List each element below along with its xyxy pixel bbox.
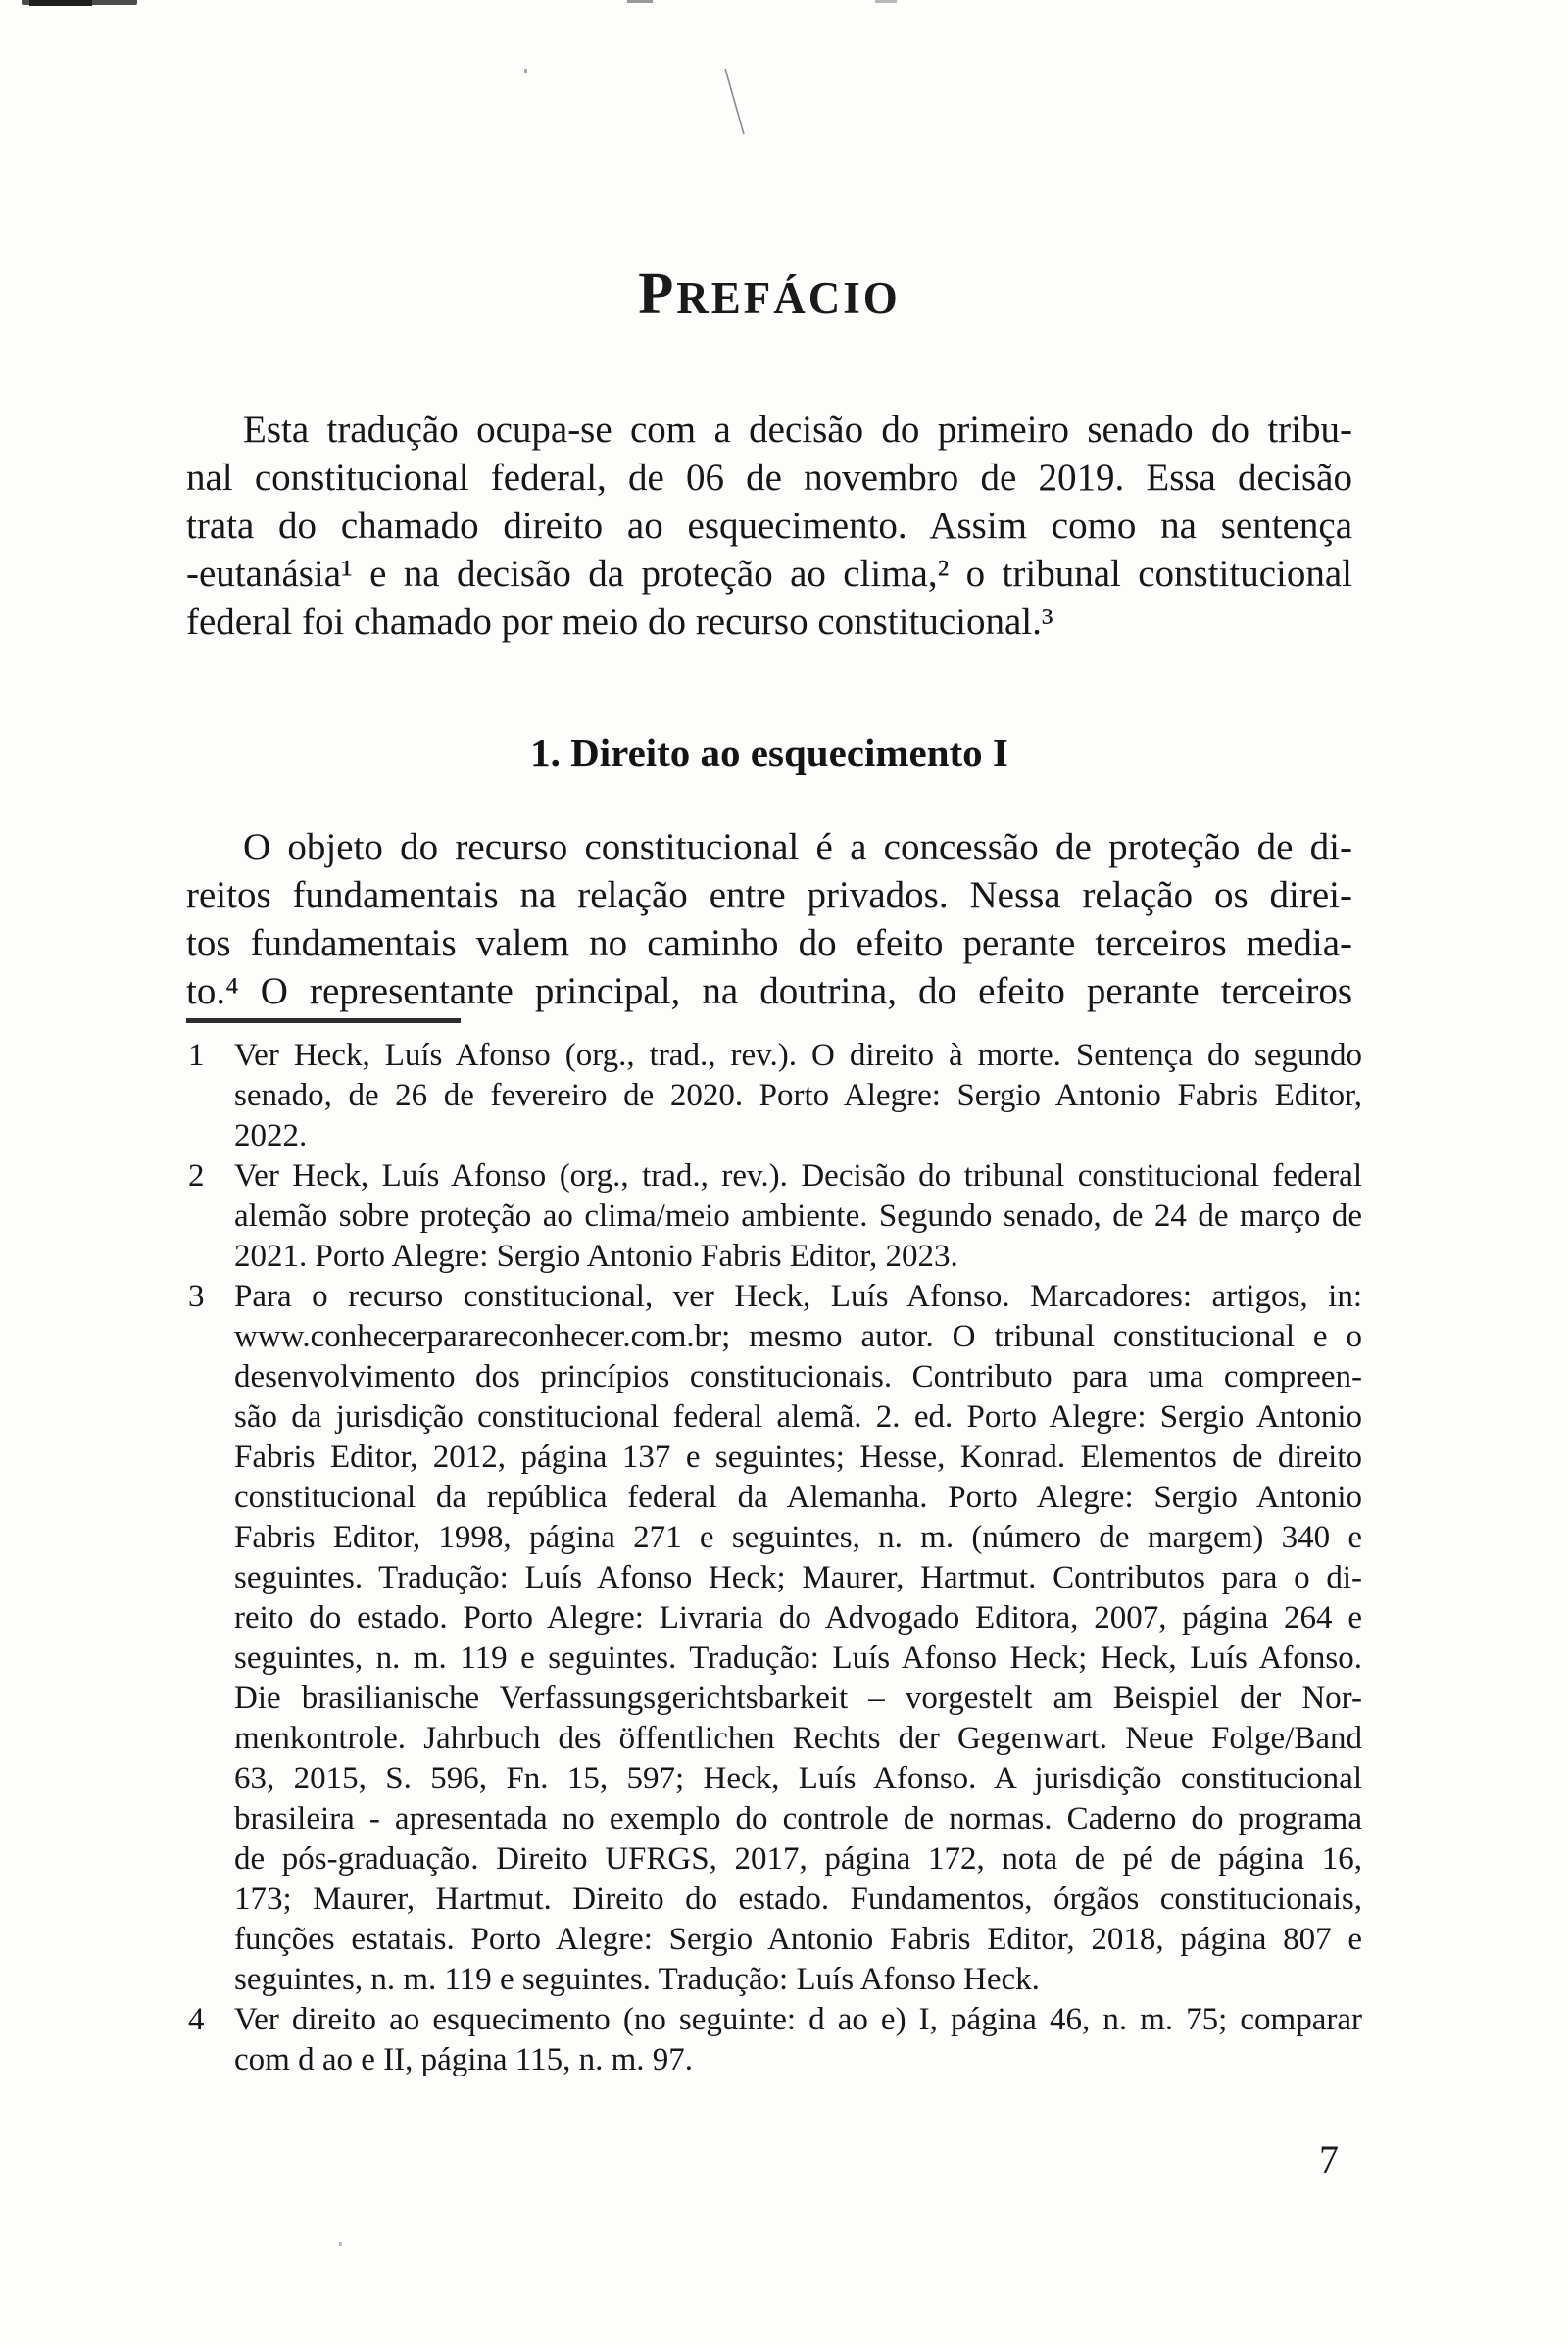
page-title	[186, 263, 1352, 328]
text-line: www.conhecerparareconhecer.com.br; mesmo autor. O tribunal constitucional e o	[234, 1319, 1362, 1354]
text-line: 63, 2015, S. 596, Fn. 15, 597; Heck, Luís Afonso. A jurisdição constitucional	[234, 1761, 1362, 1796]
text-line: trata do chamado direito ao esquecimento. Assim como na sentença	[186, 505, 1352, 547]
footnote-number: 2	[188, 1158, 205, 1194]
text-line: Para o recurso constitucional, ver Heck, Luís Afonso. Marcadores: artigos, in:	[234, 1279, 1362, 1314]
text-line: menkontrole. Jahrbuch des öffentlichen Rechts der Gegenwart. Neue Folge/Band	[234, 1721, 1362, 1756]
text-line: to.⁴ O representante principal, na doutrina, do efeito perante terceiros	[186, 970, 1352, 1012]
footnote-item	[188, 1156, 1362, 1277]
page-title-rest: REFÁCIO	[676, 273, 901, 322]
text-line: Fabris Editor, 2012, página 137 e seguintes; Hesse, Konrad. Elementos de direito	[234, 1440, 1362, 1475]
text-line: Die brasilianische Verfassungsgerichtsbarkeit – vorgestelt am Beispiel der Nor-	[234, 1681, 1362, 1716]
body-paragraph-2	[186, 823, 1352, 1015]
text-line: 2022.	[234, 1118, 308, 1153]
text-line: 173; Maurer, Hartmut. Direito do estado. Fundamentos, órgãos constitucionais,	[234, 1881, 1362, 1917]
section-heading: 1. Direito ao esquecimento I	[530, 730, 1008, 775]
scan-artifact-speck	[875, 0, 897, 3]
text-line: Ver Heck, Luís Afonso (org., trad., rev.). O direito à morte. Sentença do segundo	[234, 1038, 1362, 1073]
text-line: seguintes. Tradução: Luís Afonso Heck; Maurer, Hartmut. Contributos para o di-	[234, 1560, 1362, 1595]
scan-artifact-speck	[524, 69, 527, 73]
footnote-item	[188, 2000, 1362, 2080]
text-line: tos fundamentais valem no caminho do efeito perante terceiros media-	[186, 922, 1352, 964]
scan-artifact-speck	[627, 0, 653, 3]
text-line: constitucional da república federal da Alemanha. Porto Alegre: Sergio Antonio	[234, 1480, 1362, 1515]
footnote-item	[188, 1277, 1362, 2000]
scan-artifact-speck	[339, 2242, 342, 2246]
scan-artifact-bar-dark	[29, 0, 92, 6]
footnote-item	[188, 1036, 1362, 1156]
text-line: Ver direito ao esquecimento (no seguinte: d ao e) I, página 46, n. m. 75; comparar	[234, 2002, 1362, 2037]
text-line: -eutanásia¹ e na decisão da proteção ao clima,² o tribunal constitucional	[186, 553, 1352, 595]
text-line: Esta tradução ocupa-se com a decisão do primeiro senado do tribu-	[243, 409, 1352, 451]
text-line: reito do estado. Porto Alegre: Livraria do Advogado Editora, 2007, página 264 e	[234, 1600, 1362, 1636]
text-line: reitos fundamentais na relação entre privados. Nessa relação os direi-	[186, 874, 1352, 916]
page-title-initial: P	[638, 261, 677, 325]
footnotes-block	[188, 1036, 1362, 2080]
text-line: com d ao e II, página 115, n. m. 97.	[234, 2042, 693, 2077]
text-line: 2021. Porto Alegre: Sergio Antonio Fabris Editor, 2023.	[234, 1239, 958, 1274]
text-line: O objeto do recurso constitucional é a concessão de proteção de di-	[243, 826, 1352, 868]
text-line: brasileira - apresentada no exemplo do controle de normas. Caderno do programa	[234, 1801, 1362, 1836]
text-line: seguintes, n. m. 119 e seguintes. Tradução: Luís Afonso Heck.	[234, 1962, 1040, 1997]
text-line: alemão sobre proteção ao clima/meio ambiente. Segundo senado, de 24 de março de	[234, 1198, 1362, 1234]
footnote-number: 1	[188, 1038, 205, 1073]
text-line: senado, de 26 de fevereiro de 2020. Porto Alegre: Sergio Antonio Fabris Editor,	[234, 1078, 1362, 1113]
footnote-number: 3	[188, 1279, 205, 1314]
text-line: funções estatais. Porto Alegre: Sergio Antonio Fabris Editor, 2018, página 807 e	[234, 1922, 1362, 1957]
page-number: 7	[1319, 2137, 1339, 2181]
text-line: de pós-graduação. Direito UFRGS, 2017, página 172, nota de pé de página 16,	[234, 1841, 1362, 1877]
footnote-separator	[186, 1018, 461, 1023]
text-line: Ver Heck, Luís Afonso (org., trad., rev.). Decisão do tribunal constitucional federal	[234, 1158, 1362, 1194]
text-line: são da jurisdição constitucional federal alemã. 2. ed. Porto Alegre: Sergio Antonio	[234, 1399, 1362, 1435]
text-line: Fabris Editor, 1998, página 271 e seguintes, n. m. (número de margem) 340 e	[234, 1520, 1362, 1555]
footnote-number: 4	[188, 2002, 205, 2037]
body-paragraph-1	[186, 406, 1352, 646]
text-line: nal constitucional federal, de 06 de novembro de 2019. Essa decisão	[186, 457, 1352, 499]
text-line: federal foi chamado por meio do recurso constitucional.³	[186, 601, 1054, 643]
text-line: seguintes, n. m. 119 e seguintes. Tradução: Luís Afonso Heck; Heck, Luís Afonso.	[234, 1640, 1362, 1676]
text-line: desenvolvimento dos princípios constitucionais. Contributo para uma compreen-	[234, 1359, 1362, 1394]
